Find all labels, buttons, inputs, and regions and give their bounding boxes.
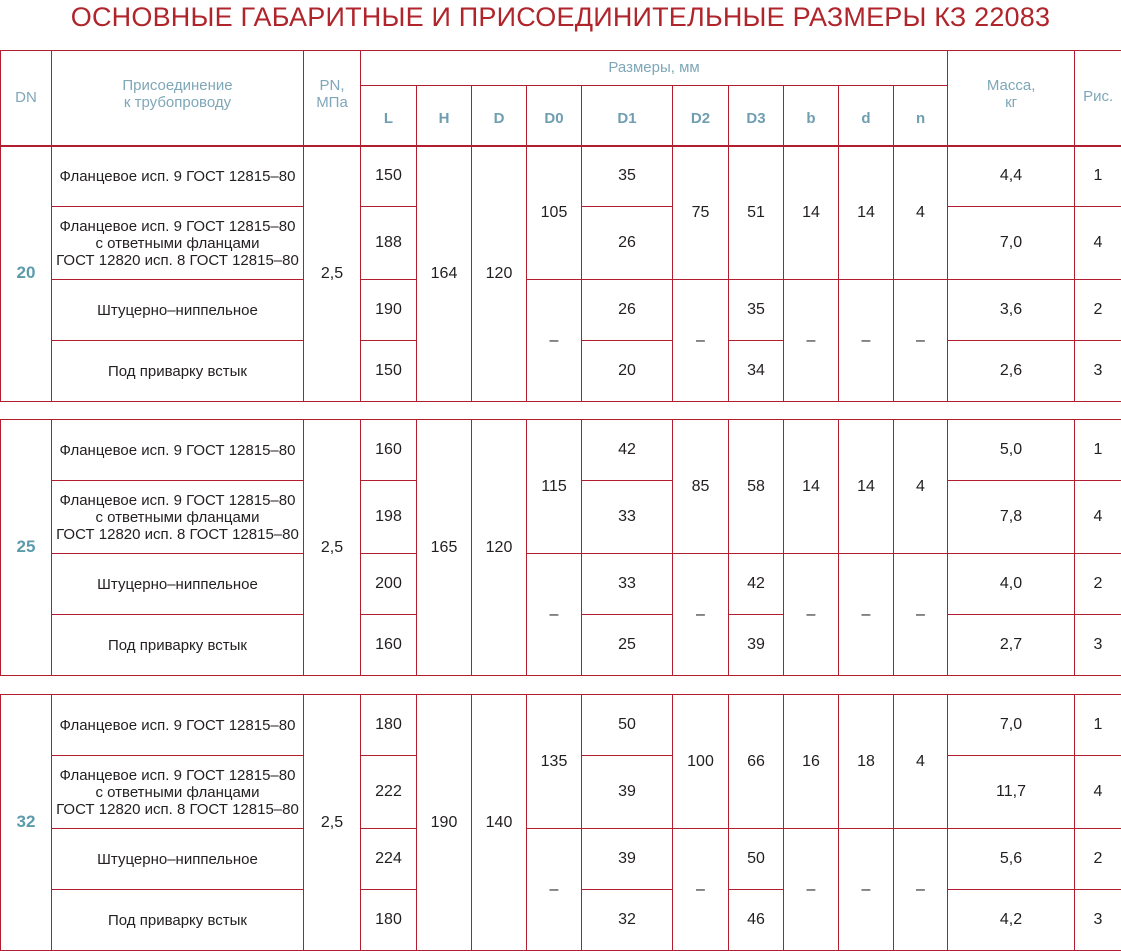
fig-cell: 3 — [1075, 890, 1121, 951]
d-cell: – — [839, 554, 894, 676]
header-H: H — [417, 86, 472, 147]
connection-cell: Штуцерно–ниппельное — [52, 280, 304, 341]
connection-cell: Фланцевое исп. 9 ГОСТ 12815–80 — [52, 146, 304, 207]
page-title: ОСНОВНЫЕ ГАБАРИТНЫЕ И ПРИСОЕДИНИТЕЛЬНЫЕ РАЗМЕРЫ КЗ 22083 — [0, 2, 1121, 33]
b-cell: 16 — [784, 695, 839, 829]
header-D1: D1 — [582, 86, 673, 147]
D1-cell: 50 — [582, 695, 673, 756]
D1-cell: 25 — [582, 615, 673, 676]
D1-cell: 20 — [582, 341, 673, 402]
fig-cell: 3 — [1075, 615, 1121, 676]
header-d: d — [839, 86, 894, 147]
b-cell: – — [784, 829, 839, 951]
header-b: b — [784, 86, 839, 147]
D1-cell: 33 — [582, 481, 673, 554]
D3-cell: 35 — [729, 280, 784, 341]
connection-cell: Штуцерно–ниппельное — [52, 554, 304, 615]
table-row — [1, 146, 1121, 207]
pn-cell: 2,5 — [304, 146, 361, 402]
D3-cell: 58 — [729, 420, 784, 554]
d-cell: 14 — [839, 420, 894, 554]
H-cell: 165 — [417, 420, 472, 676]
connection-cell: Штуцерно–ниппельное — [52, 829, 304, 890]
fig-cell: 1 — [1075, 146, 1121, 207]
D1-cell: 42 — [582, 420, 673, 481]
fig-cell: 2 — [1075, 280, 1121, 341]
connection-cell: Фланцевое исп. 9 ГОСТ 12815–80 — [52, 420, 304, 481]
connection-cell: Фланцевое исп. 9 ГОСТ 12815–80 с ответными фланцами ГОСТ 12820 исп. 8 ГОСТ 12815–80 — [52, 481, 304, 554]
D1-cell: 39 — [582, 756, 673, 829]
n-cell: 4 — [894, 695, 948, 829]
dn-cell: 25 — [1, 420, 52, 676]
n-cell: – — [894, 280, 948, 402]
table-row — [1, 280, 1121, 341]
mass-cell: 4,0 — [948, 554, 1075, 615]
H-cell: 190 — [417, 695, 472, 951]
mass-cell: 11,7 — [948, 756, 1075, 829]
fig-cell: 1 — [1075, 420, 1121, 481]
fig-cell: 4 — [1075, 756, 1121, 829]
D2-cell: – — [673, 829, 729, 951]
n-cell: 4 — [894, 146, 948, 280]
pn-cell: 2,5 — [304, 695, 361, 951]
D2-cell: 100 — [673, 695, 729, 829]
connection-cell: Под приварку встык — [52, 615, 304, 676]
D0-cell: 105 — [527, 146, 582, 280]
D0-cell: – — [527, 280, 582, 402]
b-cell: 14 — [784, 146, 839, 280]
table-row — [1, 554, 1121, 615]
table-row — [1, 695, 1121, 756]
fig-cell: 4 — [1075, 207, 1121, 280]
fig-cell: 2 — [1075, 554, 1121, 615]
mass-cell: 7,8 — [948, 481, 1075, 554]
mass-cell: 4,2 — [948, 890, 1075, 951]
d-cell: – — [839, 829, 894, 951]
header-dimensions-group: Размеры, мм — [361, 51, 948, 86]
b-cell: – — [784, 554, 839, 676]
L-cell: 188 — [361, 207, 417, 280]
table-header — [0, 50, 1121, 147]
table-row — [1, 829, 1121, 890]
D1-cell: 35 — [582, 146, 673, 207]
n-cell: 4 — [894, 420, 948, 554]
D1-cell: 26 — [582, 280, 673, 341]
dn-block — [0, 694, 1121, 951]
L-cell: 224 — [361, 829, 417, 890]
connection-cell: Фланцевое исп. 9 ГОСТ 12815–80 — [52, 695, 304, 756]
D2-cell: – — [673, 554, 729, 676]
D-cell: 140 — [472, 695, 527, 951]
D0-cell: 135 — [527, 695, 582, 829]
mass-cell: 7,0 — [948, 695, 1075, 756]
header-D0: D0 — [527, 86, 582, 147]
L-cell: 180 — [361, 695, 417, 756]
mass-cell: 7,0 — [948, 207, 1075, 280]
dn-cell: 32 — [1, 695, 52, 951]
H-cell: 164 — [417, 146, 472, 402]
L-cell: 180 — [361, 890, 417, 951]
mass-cell: 3,6 — [948, 280, 1075, 341]
n-cell: – — [894, 829, 948, 951]
D1-cell: 33 — [582, 554, 673, 615]
d-cell: – — [839, 280, 894, 402]
L-cell: 222 — [361, 756, 417, 829]
D1-cell: 39 — [582, 829, 673, 890]
mass-cell: 2,7 — [948, 615, 1075, 676]
fig-cell: 2 — [1075, 829, 1121, 890]
L-cell: 198 — [361, 481, 417, 554]
L-cell: 150 — [361, 341, 417, 402]
L-cell: 160 — [361, 420, 417, 481]
D2-cell: – — [673, 280, 729, 402]
header-dn: DN — [1, 51, 52, 147]
header-connection: Присоединение к трубопроводу — [52, 51, 304, 147]
n-cell: – — [894, 554, 948, 676]
mass-cell: 2,6 — [948, 341, 1075, 402]
d-cell: 18 — [839, 695, 894, 829]
D-cell: 120 — [472, 420, 527, 676]
header-mass: Масса, кг — [948, 51, 1075, 147]
header-fig: Рис. — [1075, 51, 1121, 147]
D-cell: 120 — [472, 146, 527, 402]
d-cell: 14 — [839, 146, 894, 280]
mass-cell: 5,0 — [948, 420, 1075, 481]
L-cell: 190 — [361, 280, 417, 341]
D3-cell: 42 — [729, 554, 784, 615]
D3-cell: 39 — [729, 615, 784, 676]
fig-cell: 4 — [1075, 481, 1121, 554]
dn-block — [0, 145, 1121, 402]
L-cell: 200 — [361, 554, 417, 615]
D0-cell: – — [527, 829, 582, 951]
header-L: L — [361, 86, 417, 147]
D1-cell: 32 — [582, 890, 673, 951]
table-row — [1, 420, 1121, 481]
D2-cell: 85 — [673, 420, 729, 554]
fig-cell: 3 — [1075, 341, 1121, 402]
pn-cell: 2,5 — [304, 420, 361, 676]
dn-block — [0, 419, 1121, 676]
b-cell: – — [784, 280, 839, 402]
mass-cell: 5,6 — [948, 829, 1075, 890]
connection-cell: Фланцевое исп. 9 ГОСТ 12815–80 с ответными фланцами ГОСТ 12820 исп. 8 ГОСТ 12815–80 — [52, 756, 304, 829]
D3-cell: 34 — [729, 341, 784, 402]
L-cell: 150 — [361, 146, 417, 207]
connection-cell: Под приварку встык — [52, 341, 304, 402]
D2-cell: 75 — [673, 146, 729, 280]
D3-cell: 51 — [729, 146, 784, 280]
dn-cell: 20 — [1, 146, 52, 402]
L-cell: 160 — [361, 615, 417, 676]
header-D2: D2 — [673, 86, 729, 147]
header-D3: D3 — [729, 86, 784, 147]
D3-cell: 46 — [729, 890, 784, 951]
connection-cell: Под приварку встык — [52, 890, 304, 951]
connection-cell: Фланцевое исп. 9 ГОСТ 12815–80 с ответными фланцами ГОСТ 12820 исп. 8 ГОСТ 12815–80 — [52, 207, 304, 280]
D0-cell: – — [527, 554, 582, 676]
header-pn: PN, МПа — [304, 51, 361, 147]
fig-cell: 1 — [1075, 695, 1121, 756]
D0-cell: 115 — [527, 420, 582, 554]
D3-cell: 50 — [729, 829, 784, 890]
header-n: n — [894, 86, 948, 147]
D1-cell: 26 — [582, 207, 673, 280]
mass-cell: 4,4 — [948, 146, 1075, 207]
b-cell: 14 — [784, 420, 839, 554]
header-D: D — [472, 86, 527, 147]
D3-cell: 66 — [729, 695, 784, 829]
